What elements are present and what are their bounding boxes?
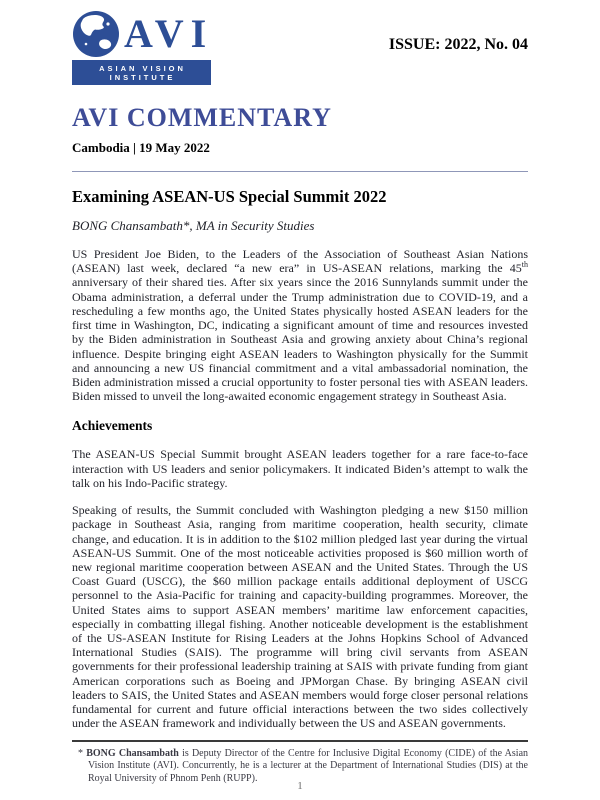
footnote-text: is Deputy Director of the Centre for Inclusive Digital Economy (CIDE) of the Asian Vision Institute (AVI). Concurrently, he is a lecturer at the Department of International Studies (DIS) at the Royal University of Phnom Penh (RUPP). bbox=[88, 747, 529, 784]
article-title: Examining ASEAN-US Special Summit 2022 bbox=[72, 187, 387, 206]
footnote-author-name: BONG Chansambath bbox=[86, 747, 179, 759]
footnote-divider bbox=[72, 740, 528, 742]
page-header bbox=[72, 10, 528, 85]
intro-paragraph bbox=[72, 247, 528, 403]
intro-part1: US President Joe Biden, to the Leaders of the Association of Southeast Asian Nations (ASEAN) last week, declared “a new era” in US-ASEAN relations, marking the 45 bbox=[72, 247, 528, 276]
achievements-paragraph-2: Speaking of results, the Summit concluded with Washington pledging a new $150 million package in Southeast Asia, ranging from maritime cooperation, health security, climate change, and education. It is in addition to the $102 million pledged last year during the virtual ASEAN-US Summit. One of the most noticeable activities proposed is $60 million worth of new regional maritime cooperation between ASEAN and the United States. Through the US Coast Guard (USCG), the $60 million package entails additional deployment of USCG personnel to the Asia-Pacific for training and capacity-building programmes. Moreover, the United States aims to support ASEAN members’ maritime law enforcement capacities, especially in combatting illegal fishing. Another noticeable development is the establishment of the US-ASEAN Institute for Rising Leaders at the Johns Hopkins School of Advanced International Studies (SAIS). The programme will bring civil servants from ASEAN governments for their professional leadership training at SAIS with private funding from giant American corporations such as Boeing and JPMorgan Chase. By bringing ASEAN civil leaders to SAIS, the United States and ASEAN members would forge closer personal relations fundamental for current and future official interactions between the two sides collectively under the ASEAN framework and individually between the US and ASEAN governments. bbox=[72, 503, 528, 731]
avi-logo-top bbox=[72, 10, 213, 58]
page-number: 1 bbox=[297, 780, 303, 792]
section-heading-achievements: Achievements bbox=[72, 418, 153, 434]
avi-logo bbox=[72, 10, 213, 85]
logo-acronym: AVI bbox=[124, 11, 214, 56]
dateline: Cambodia | 19 May 2022 bbox=[72, 140, 210, 155]
article-byline: BONG Chansambath*, MA in Security Studies bbox=[72, 218, 315, 233]
achievements-paragraph-1: The ASEAN-US Special Summit brought ASEAN leaders together for a rare face-to-face interaction with US leaders and senior policymakers. It indicated Biden’s attempt to walk the talk on his Indo-Pacific strategy. bbox=[72, 447, 528, 490]
footnote-marker: * bbox=[78, 747, 87, 759]
globe-icon bbox=[72, 10, 120, 58]
logo-tagline: ASIAN VISION INSTITUTE bbox=[72, 60, 211, 85]
ordinal-superscript: th bbox=[521, 260, 528, 270]
issue-label: ISSUE: 2022, No. 04 bbox=[388, 36, 528, 53]
masthead-title: AVI COMMENTARY bbox=[72, 103, 332, 132]
intro-part2: anniversary of their shared ties. After six years since the 2016 Sunnylands summit under the Obama administration, a deferral under the Trump administration due to COVID-19, and a rescheduling a few months ago, the United States physically hosted ASEAN leaders for the first time in Washington, DC, indicating a significant amount of time and resources invested by the Biden administration in Southeast Asia and growing anxiety about China’s regional influence. Despite bringing eight ASEAN leaders to Washington physically for the Summit and announcing a new US financial commitment and a vital ambassadorial nomination, the Biden administration missed a crucial opportunity to foster personal ties with ASEAN leaders. Biden missed to unveil the long-awaited economic engagement strategy in Southeast Asia. bbox=[72, 275, 528, 404]
header-divider bbox=[72, 171, 528, 172]
